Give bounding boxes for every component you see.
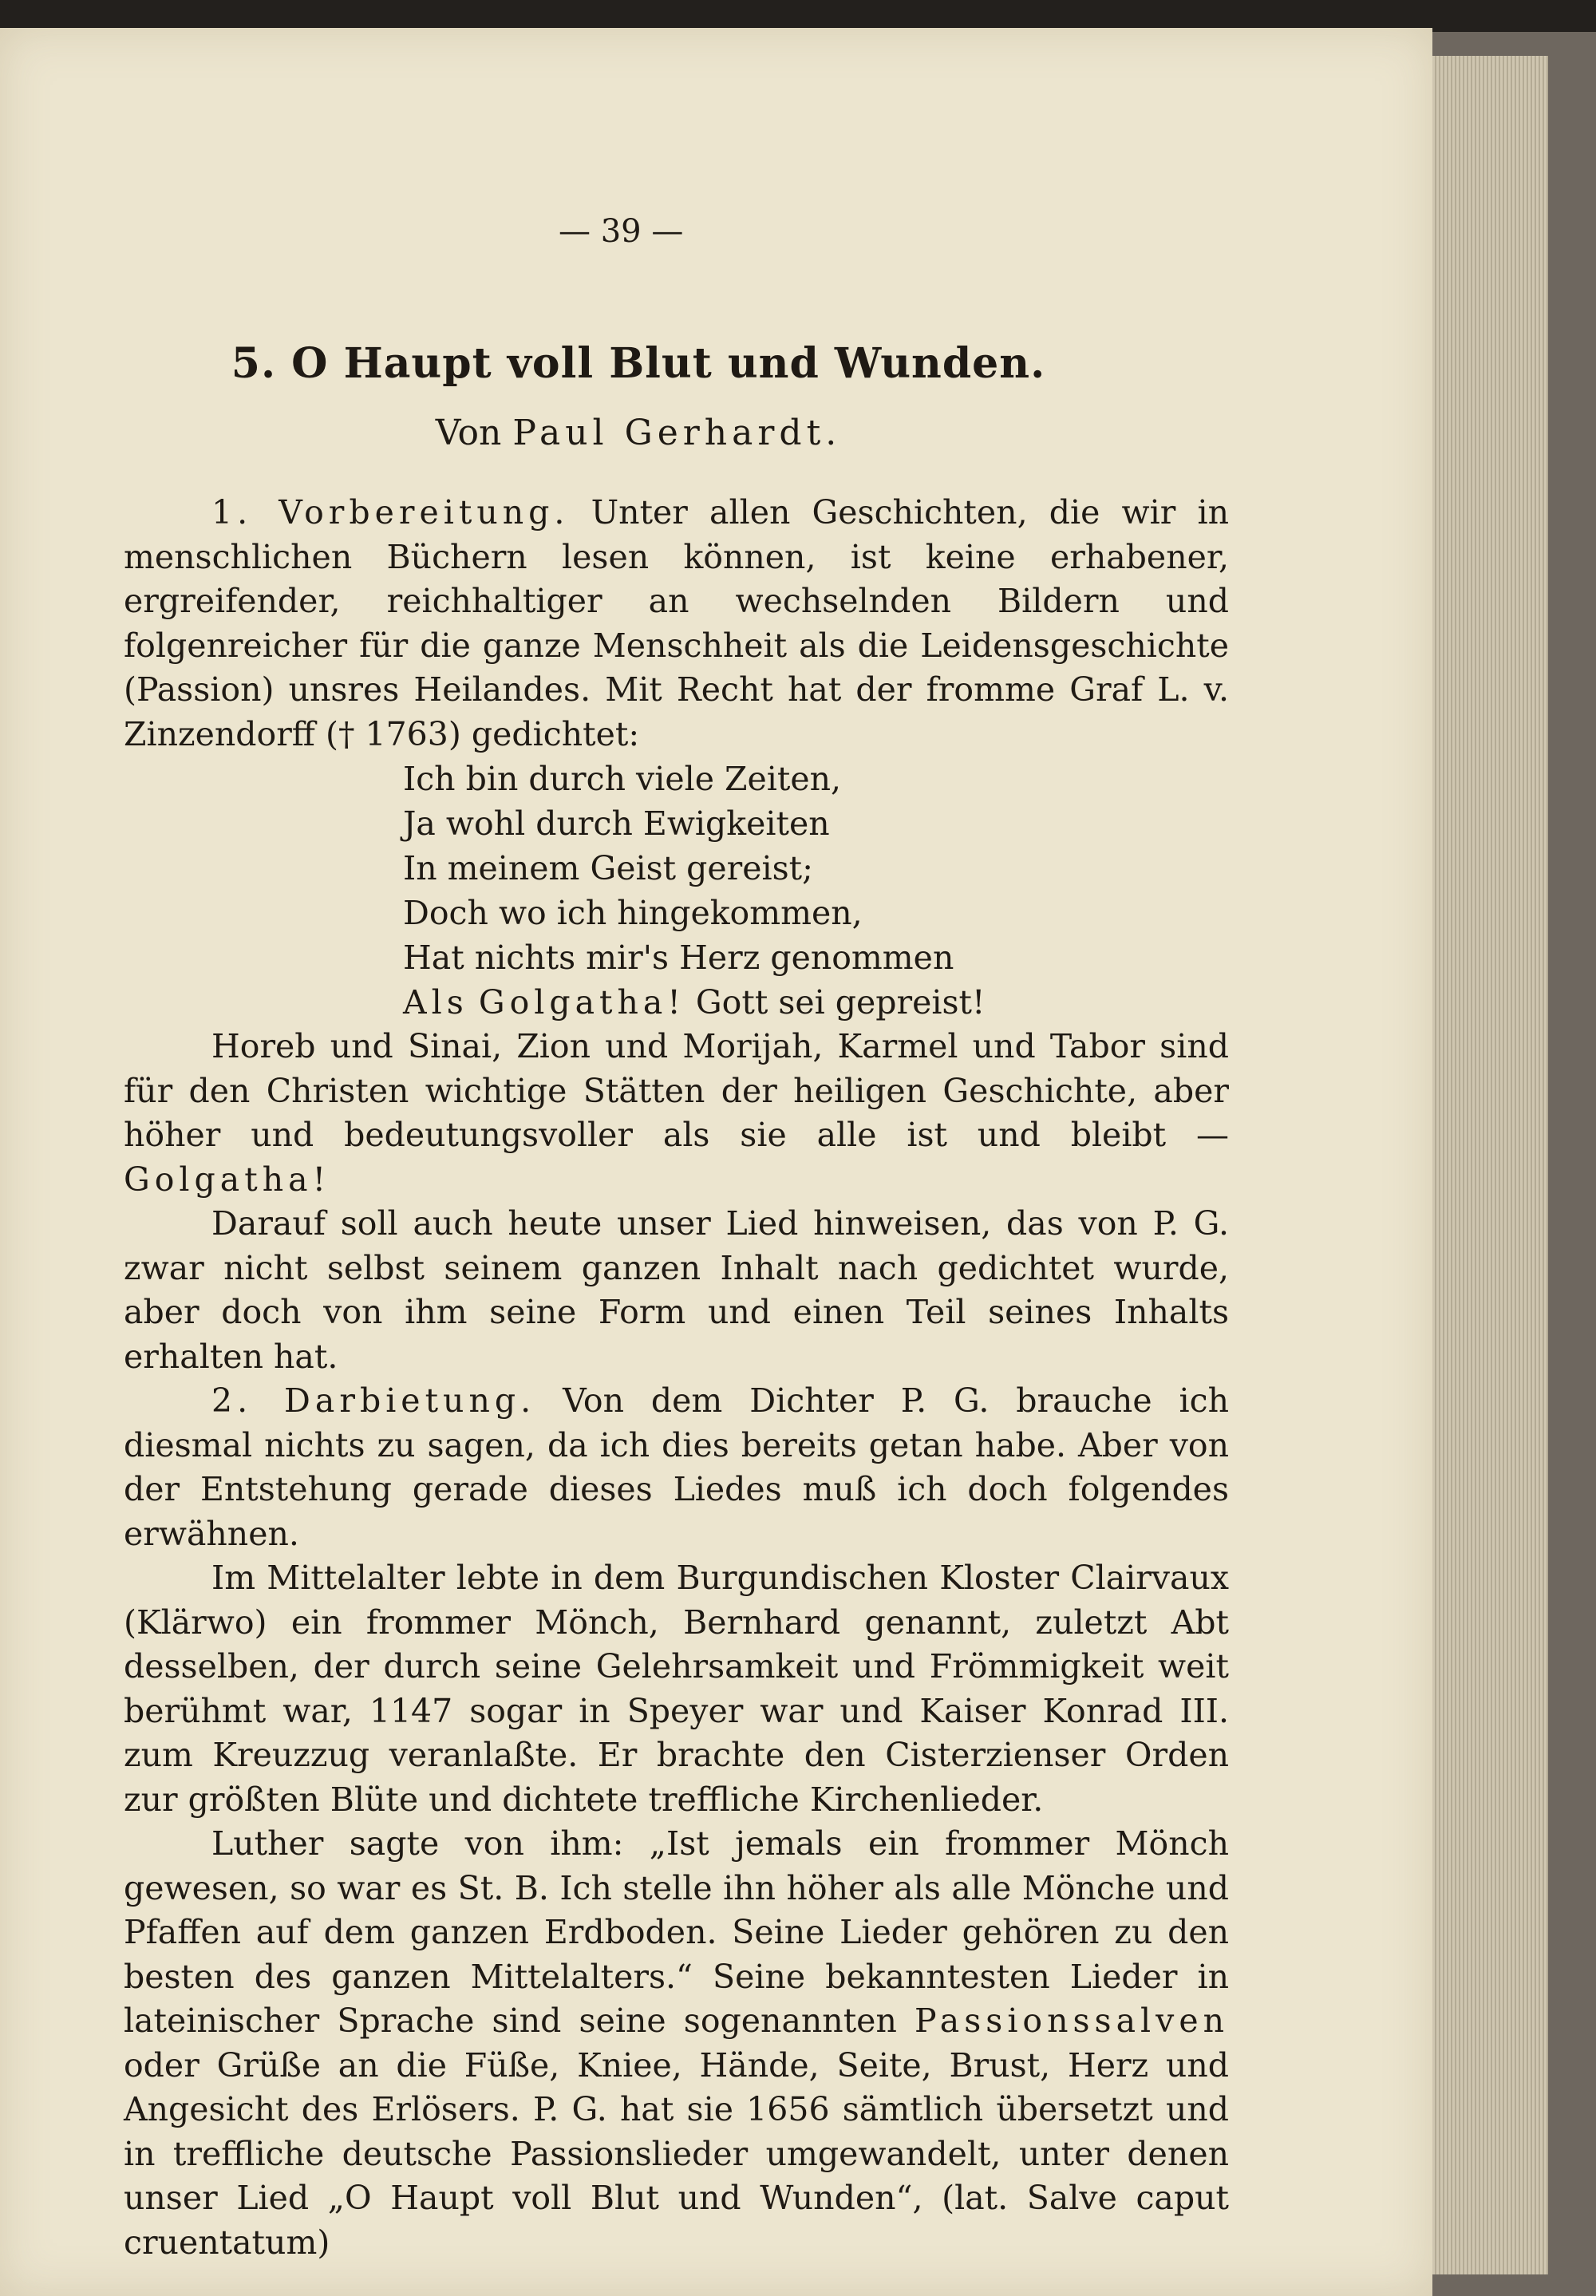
horeb-text: Horeb und Sinai, Zion und Morijah, Karmel und Tabor sind für den Christen wichtige Stätten der heiligen Geschichte, aber höher und bedeutungsvoller als sie alle ist und bleibt —	[124, 1027, 1229, 1154]
poem-line: In meinem Geist gereist;	[403, 849, 813, 887]
author-name: Paul Gerhardt.	[512, 413, 842, 453]
vorbereitung-text: Unter allen Geschichten, die wir in menschlichen Büchern lesen können, ist keine erhabener, ergreifender, reichhaltiger an wechselnden Bildern und folgenreicher für die ganze Menschheit als die Leidensgeschichte (Passion) unsres Heilandes. Mit Recht hat der fromme Graf L. v. Zinzendorff († 1763) gedichtet:	[124, 493, 1229, 753]
paragraph-horeb	[124, 1025, 1229, 1202]
body-text	[124, 491, 1229, 2265]
author-line	[0, 413, 1277, 453]
hymn-title: 5. O Haupt voll Blut und Wunden.	[231, 339, 1046, 388]
page-edges	[1428, 56, 1548, 2274]
section-heading-darbietung: 2. Darbietung.	[211, 1381, 536, 1420]
paragraph-darauf: Darauf soll auch heute unser Lied hinweisen, das von P. G. zwar nicht selbst seinem ganzen Inhalt nach gedichtet wurde, aber doch von ihm seine Form und einen Teil seines Inhalts erhalten hat.	[124, 1204, 1229, 1376]
luther-text-after: oder Grüße an die Füße, Kniee, Hände, Seite, Brust, Herz und Angesicht des Erlösers. P. G. hat sie 1656 sämtlich übersetzt und in treffliche deutsche Passionslieder umgewandelt, unter denen unser Lied „O Haupt voll Blut und Wunden“, (lat. Salve caput cruentatum)	[124, 2045, 1229, 2262]
poem-last-suffix: Gott sei gepreist!	[695, 983, 986, 1022]
poem-last-prefix: Als	[403, 983, 468, 1022]
paragraph-darbietung	[124, 1379, 1229, 1556]
paragraph-mittelalter: Im Mittelalter lebte in dem Burgundischen Kloster Clairvaux (Klärwo) ein frommer Mönch, Bernhard genannt, zuletzt Abt desselben, der durch seine Gelehrsamkeit und Frömmigkeit weit berühmt war, 1147 sogar in Speyer war und Kaiser Konrad III. zum Kreuzzug veranlaßte. Er brachte den Cisterzienser Orden zur größten Blüte und dichtete treffliche Kirchenlieder.	[124, 1559, 1229, 1819]
poem-line: Ja wohl durch Ewigkeiten	[403, 804, 830, 843]
darbietung-text: Von dem Dichter P. G. brauche ich diesmal nichts zu sagen, da ich dies bereits getan habe. Aber von der Entstehung gerade dieses Liedes muß ich doch folgendes erwähnen.	[124, 1381, 1229, 1553]
poem-golgatha: Golgatha!	[478, 983, 685, 1022]
book-page	[0, 28, 1432, 2296]
poem-block	[403, 757, 1229, 1025]
poem-line: Hat nichts mir's Herz genommen	[403, 939, 954, 977]
poem-line: Ich bin durch viele Zeiten,	[403, 760, 842, 798]
page-number: — 39 —	[559, 213, 684, 250]
horeb-golgatha: Golgatha!	[124, 1160, 331, 1199]
poem-line: Doch wo ich hingekommen,	[403, 894, 863, 932]
author-prefix: Von	[435, 413, 502, 453]
poem-last-line	[403, 980, 1229, 1025]
paragraph-luther	[124, 1822, 1229, 2265]
passionssalven-term: Passionssalven	[915, 2002, 1229, 2040]
luther-text-before: Luther sagte von ihm: „Ist jemals ein frommer Mönch gewesen, so war es St. B. Ich stelle ihn höher als alle Mönche und Pfaffen auf dem ganzen Erdboden. Seine Lieder gehören zu den besten des ganzen Mittelalters.“ Seine bekanntesten Lieder in lateinischer Sprache sind seine sogenannten	[124, 1824, 1229, 2040]
section-heading-vorbereitung: 1. Vorbereitung.	[211, 493, 570, 532]
paragraph-vorbereitung	[124, 491, 1229, 757]
